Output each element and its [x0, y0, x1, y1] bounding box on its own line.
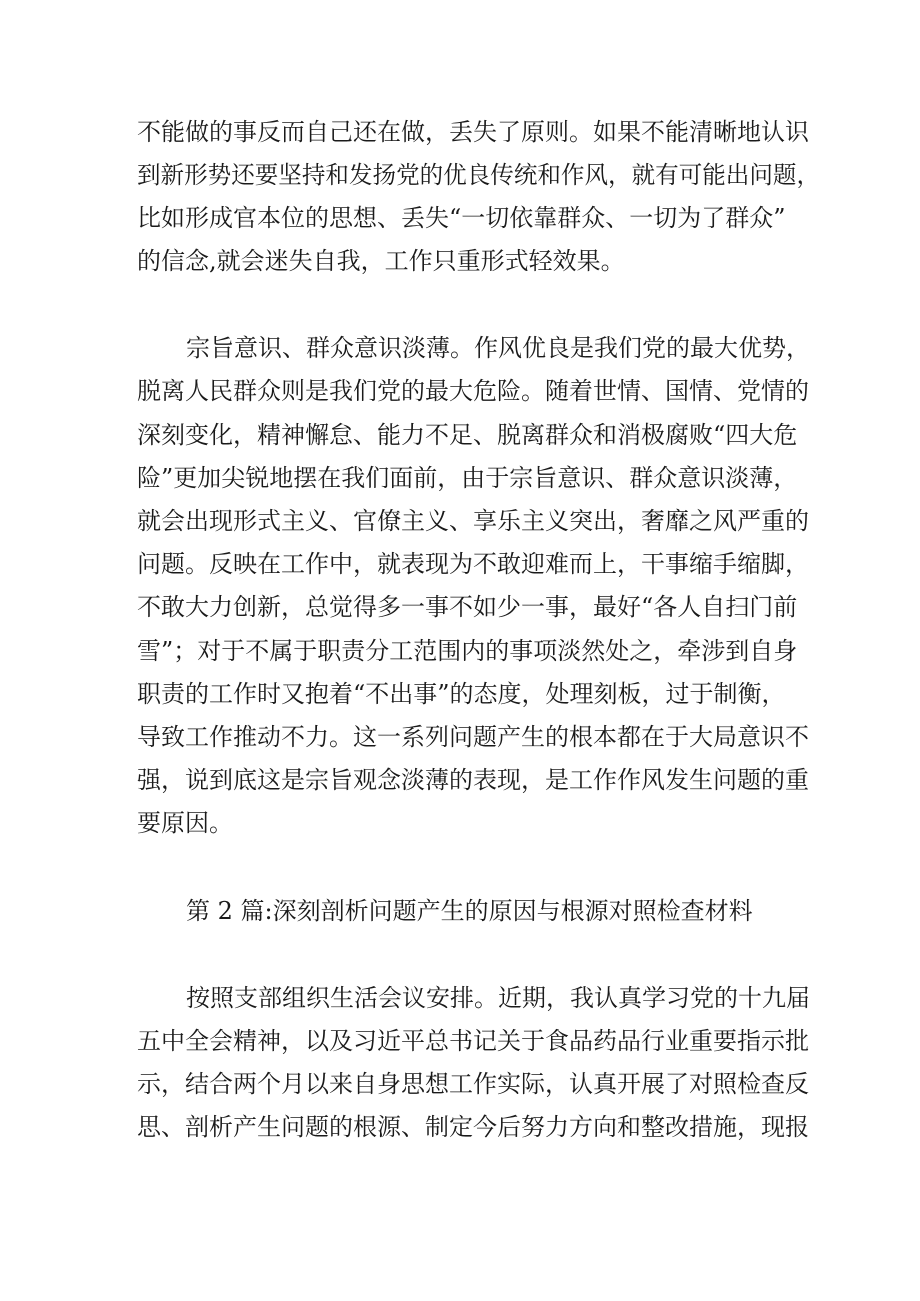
paragraph-2-line-8: 雪”；对于不属于职责分工范围内的事项淡然处之，牵涉到自身 [137, 637, 798, 665]
paragraph-2-line-5: 就会出现形式主义、官僚主义、享乐主义突出，奢靡之风严重的 [137, 507, 809, 535]
paragraph-2-line-6: 问题。反映在工作中，就表现为不敢迎难而上，干事缩手缩脚， [137, 550, 809, 578]
paragraph-3-line-2: 五中全会精神，以及习近平总书记关于食品药品行业重要指示批 [137, 1027, 809, 1055]
paragraph-2-line-12: 要原因。 [137, 809, 233, 837]
paragraph-2-line-4: 险”更加尖锐地摆在我们面前，由于宗旨意识、群众意识淡薄， [137, 464, 798, 492]
paragraph-2-line-3: 深刻变化，精神懈怠、能力不足、脱离群众和消极腐败“四大危 [137, 421, 798, 449]
paragraph-2-line-2: 脱离人民群众则是我们党的最大危险。随着世情、国情、党情的 [137, 377, 809, 405]
paragraph-1-line-2: 到新形势还要坚持和发扬党的优良传统和作风，就有可能出问题， [137, 161, 820, 189]
paragraph-1-line-4: 的信念,就会迷失自我，工作只重形式轻效果。 [137, 247, 625, 275]
paragraph-3-line-4: 思、剖析产生问题的根源、制定今后努力方向和整改措施，现报 [137, 1113, 809, 1141]
paragraph-2-line-11: 强，说到底这是宗旨观念淡薄的表现，是工作作风发生问题的重 [137, 766, 809, 794]
paragraph-2-line-10: 导致工作推动不力。这一系列问题产生的根本都在于大局意识不 [137, 723, 809, 751]
paragraph-2-line-1: 宗旨意识、群众意识淡薄。作风优良是我们党的最大优势， [186, 334, 810, 362]
paragraph-1-line-3: 比如形成官本位的思想、丢失“一切依靠群众、一切为了群众” [137, 204, 786, 232]
paragraph-1-line-1: 不能做的事反而自己还在做，丢失了原则。如果不能清晰地认识 [137, 118, 809, 146]
paragraph-3-line-1: 按照支部组织生活会议安排。近期，我认真学习党的十九届 [186, 984, 810, 1012]
paragraph-2-line-7: 不敢大力创新，总觉得多一事不如少一事，最好“各人自扫门前 [137, 593, 798, 621]
section-heading: 第 2 篇:深刻剖析问题产生的原因与根源对照检查材料 [186, 897, 753, 925]
paragraph-3-line-3: 示，结合两个月以来自身思想工作实际，认真开展了对照检查反 [137, 1070, 809, 1098]
paragraph-2-line-9: 职责的工作时又抱着“不出事”的态度，处理刻板，过于制衡， [137, 680, 786, 708]
